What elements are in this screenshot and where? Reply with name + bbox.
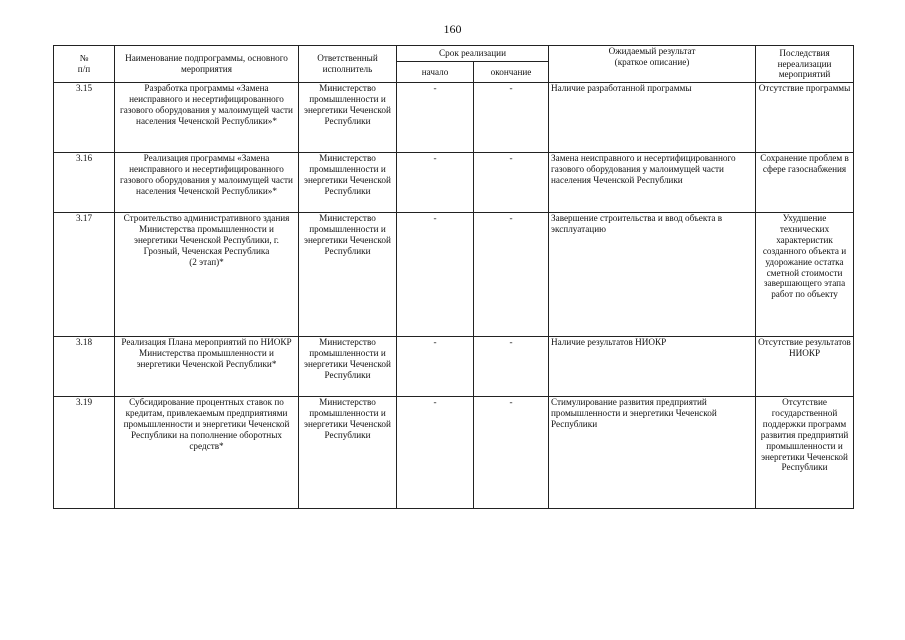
table-row [54,83,854,153]
header-name: Наименование подпрограммы, основного мероприятия [115,46,299,83]
row-result: Стимулирование развития предприятий промышленности и энергетики Чеченской Республики [549,397,756,509]
page-number: 160 [443,22,462,36]
header-end: окончание [474,62,549,83]
row-executor: Министерство промышленности и энергетики Чеченской Республики [299,153,397,213]
row-result: Наличие результатов НИОКР [549,337,756,397]
row-result: Наличие разработанной программы [549,83,756,153]
row-end: - [474,83,549,153]
row-name: Реализация программы «Замена неисправного и несертифицированного газового оборудования у малоимущей части населения Чеченской Республики»* [115,153,299,213]
row-result: Замена неисправного и несертифицированного газового оборудования у малоимущей части населения Чеченской Республики [549,153,756,213]
row-start: - [397,153,474,213]
row-executor: Министерство промышленности и энергетики Чеченской Республики [299,397,397,509]
table-row [54,397,854,509]
row-end: - [474,397,549,509]
row-num: 3.18 [54,337,115,397]
row-name: Строительство административного здания Министерства промышленности и энергетики Чеченской Республики, г. Грозный, Чеченская Республика (2 этап)* [115,213,299,337]
row-start: - [397,337,474,397]
table-row [54,153,854,213]
row-name: Субсидирование процентных ставок по кредитам, привлекаемым предприятиями промышленности и энергетики Чеченской Республики на пополнение оборотных средств* [115,397,299,509]
row-executor: Министерство промышленности и энергетики Чеченской Республики [299,337,397,397]
header-start: начало [397,62,474,83]
row-name: Реализация Плана мероприятий по НИОКР Министерства промышленности и энергетики Чеченской Республики* [115,337,299,397]
row-num: 3.19 [54,397,115,509]
header-num: № п/п [54,46,115,83]
row-end: - [474,337,549,397]
row-num: 3.16 [54,153,115,213]
measures-table [53,45,854,509]
row-consequences: Отсутствие результатов НИОКР [756,337,854,397]
header-consequences: Последствия нереализации мероприятий [756,46,854,83]
row-name: Разработка программы «Замена неисправного и несертифицированного газового оборудования у малоимущей части населения Чеченской Республики»* [115,83,299,153]
row-end: - [474,153,549,213]
row-consequences: Отсутствие программы [756,83,854,153]
table-header [54,46,854,83]
table-row [54,337,854,397]
row-start: - [397,397,474,509]
row-executor: Министерство промышленности и энергетики Чеченской Республики [299,213,397,337]
row-result: Завершение строительства и ввод объекта в эксплуатацию [549,213,756,337]
header-term: Срок реализации [397,46,549,62]
row-num: 3.15 [54,83,115,153]
row-consequences: Отсутствие государственной поддержки программ развития предприятий промышленности и энергетики Чеченской Республики [756,397,854,509]
header-result: Ожидаемый результат (краткое описание) [549,46,756,83]
row-executor: Министерство промышленности и энергетики Чеченской Республики [299,83,397,153]
row-start: - [397,213,474,337]
header-executor: Ответственный исполнитель [299,46,397,83]
row-num: 3.17 [54,213,115,337]
row-end: - [474,213,549,337]
row-consequences: Сохранение проблем в сфере газоснабжения [756,153,854,213]
row-consequences: Ухудшение технических характеристик созданного объекта и удорожание остатка сметной стоимости завершающего этапа работ по объекту [756,213,854,337]
row-start: - [397,83,474,153]
table-row [54,213,854,337]
